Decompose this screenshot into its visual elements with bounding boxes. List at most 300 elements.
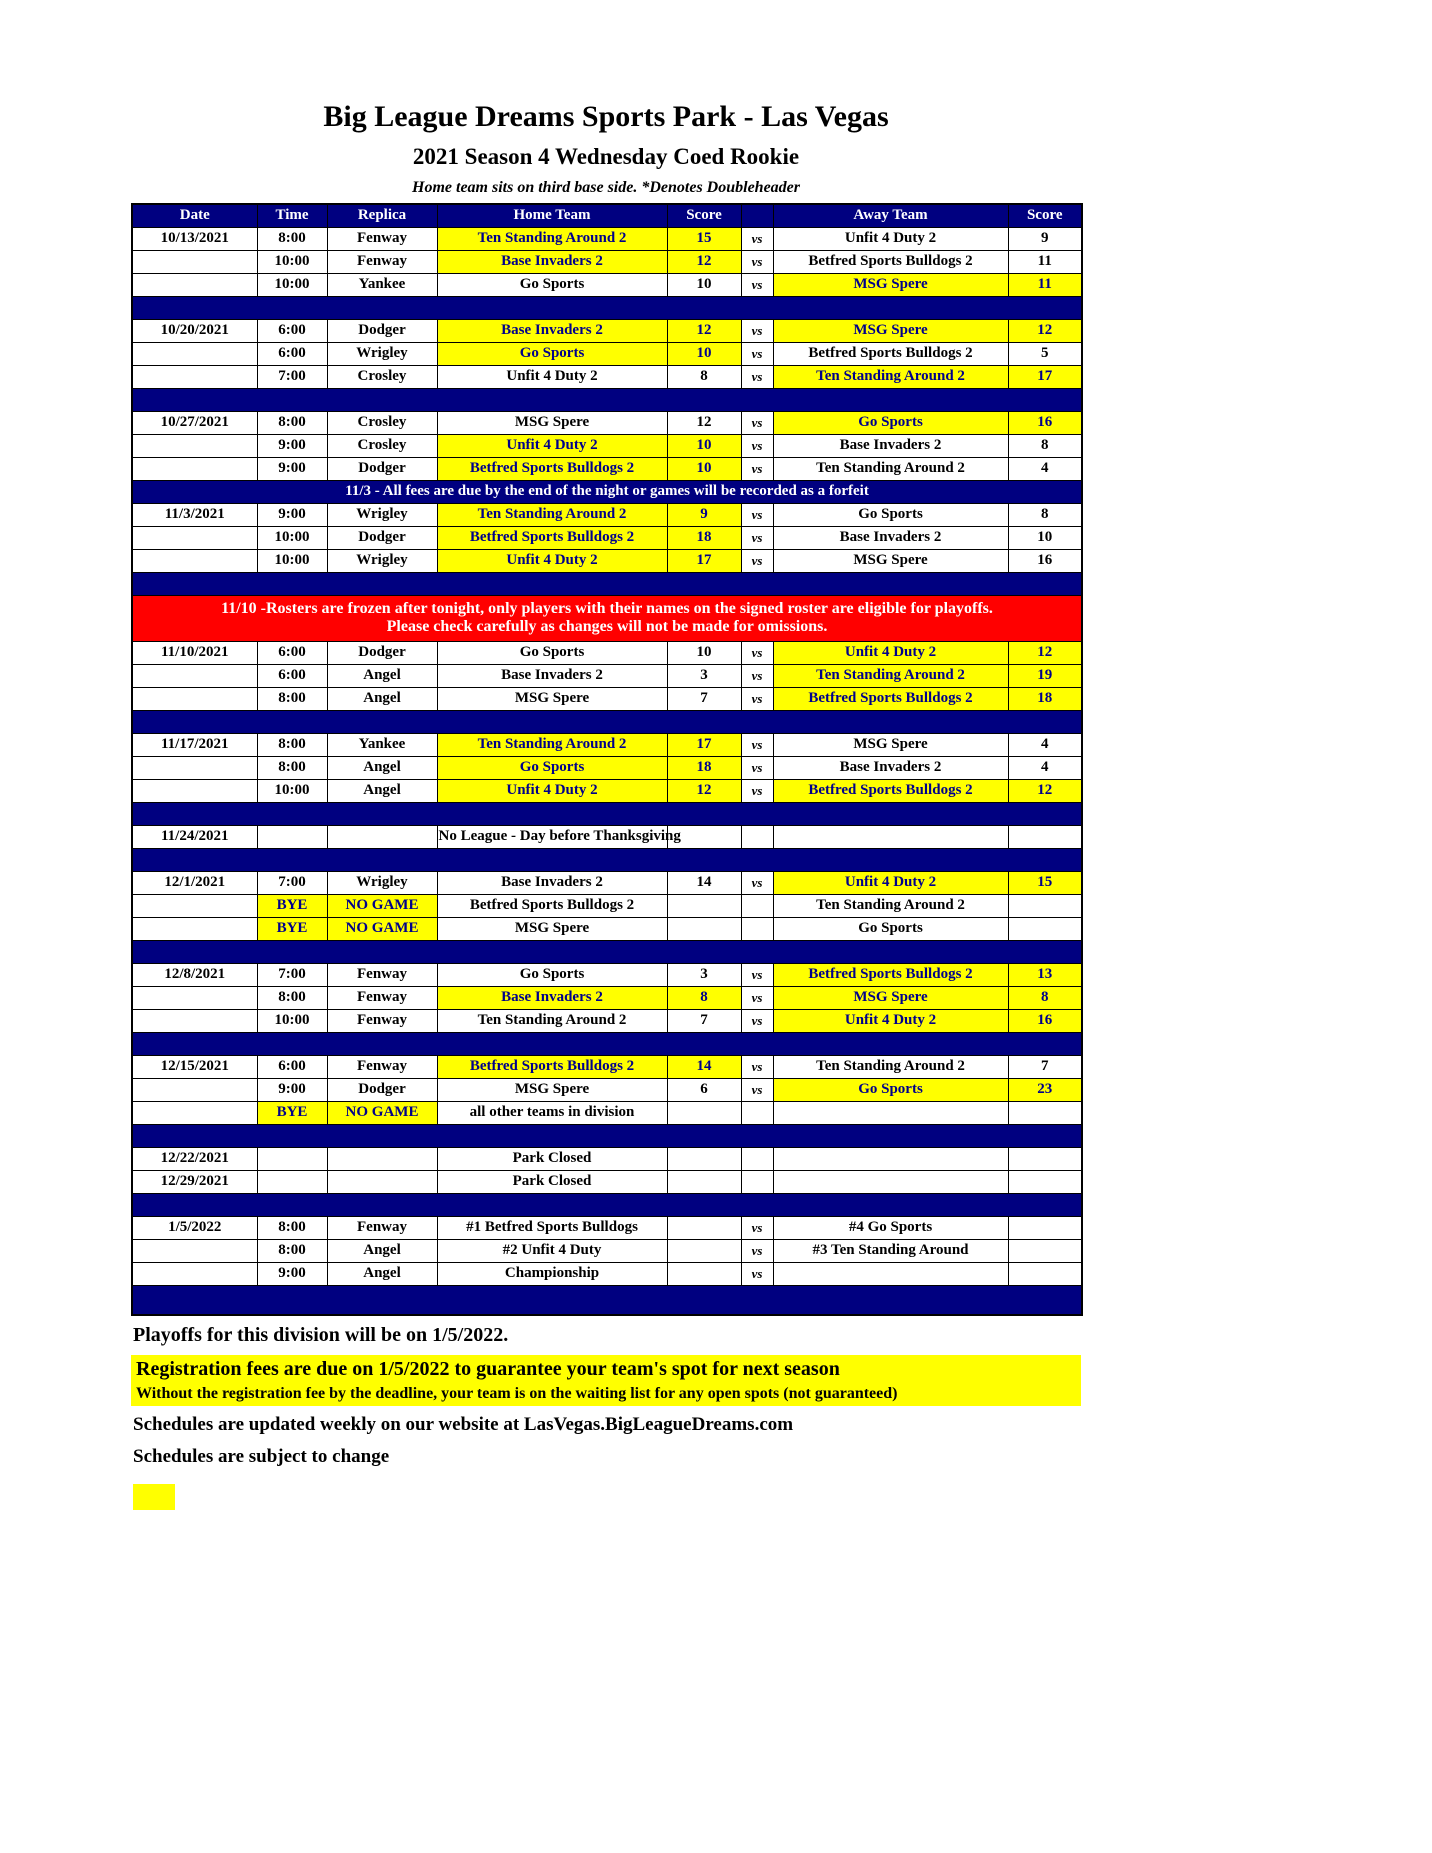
replica-cell: Fenway <box>327 986 437 1009</box>
vs-cell <box>741 1101 773 1124</box>
game-row <box>132 664 1082 687</box>
game-row <box>132 457 1082 480</box>
home-score-cell: 12 <box>667 319 741 342</box>
content-area <box>131 0 1081 1510</box>
date-cell: 10/13/2021 <box>132 227 257 250</box>
date-cell <box>132 1239 257 1262</box>
home-team-cell: Base Invaders 2 <box>437 319 667 342</box>
separator-row <box>132 1124 1082 1147</box>
time-cell: BYE <box>257 917 327 940</box>
home-score-cell: 10 <box>667 273 741 296</box>
away-score-cell: 12 <box>1008 319 1082 342</box>
time-cell: 9:00 <box>257 1078 327 1101</box>
time-cell: 8:00 <box>257 687 327 710</box>
replica-cell: Wrigley <box>327 871 437 894</box>
separator-cell <box>132 388 1082 411</box>
replica-cell: Dodger <box>327 641 437 664</box>
home-score-cell: 17 <box>667 549 741 572</box>
home-score-cell: 18 <box>667 756 741 779</box>
vs-cell: vs <box>741 641 773 664</box>
separator-cell <box>132 296 1082 319</box>
home-team-cell: Betfred Sports Bulldogs 2 <box>437 1055 667 1078</box>
home-score-cell <box>667 1170 741 1193</box>
time-cell: 8:00 <box>257 1216 327 1239</box>
away-score-cell <box>1008 1239 1082 1262</box>
separator-row <box>132 802 1082 825</box>
date-cell <box>132 986 257 1009</box>
home-team-cell: Base Invaders 2 <box>437 871 667 894</box>
replica-cell: Crosley <box>327 365 437 388</box>
game-row <box>132 1055 1082 1078</box>
away-team-cell: Ten Standing Around 2 <box>773 457 1008 480</box>
vs-cell: vs <box>741 549 773 572</box>
home-score-cell: 10 <box>667 457 741 480</box>
schedule-body <box>132 227 1082 1315</box>
home-team-cell: Unfit 4 Duty 2 <box>437 779 667 802</box>
game-row <box>132 411 1082 434</box>
vs-cell: vs <box>741 963 773 986</box>
schedule-table <box>131 203 1083 1316</box>
bye-row <box>132 917 1082 940</box>
away-team-cell: Ten Standing Around 2 <box>773 894 1008 917</box>
game-row <box>132 963 1082 986</box>
replica-cell: Angel <box>327 664 437 687</box>
date-cell <box>132 664 257 687</box>
away-team-cell: #4 Go Sports <box>773 1216 1008 1239</box>
message-cell: No League - Day before Thanksgiving <box>437 825 667 848</box>
home-team-cell: Ten Standing Around 2 <box>437 227 667 250</box>
game-row <box>132 986 1082 1009</box>
home-score-cell: 3 <box>667 664 741 687</box>
game-row <box>132 1239 1082 1262</box>
home-team-cell: Base Invaders 2 <box>437 664 667 687</box>
registration-line2: Without the registration fee by the deadline, your team is on the waiting list for any open spots (not guaranteed) <box>136 1385 898 1402</box>
registration-notice <box>131 1355 1081 1406</box>
away-team-cell: Ten Standing Around 2 <box>773 1055 1008 1078</box>
away-team-cell: MSG Spere <box>773 273 1008 296</box>
away-score-cell <box>1008 1216 1082 1239</box>
home-team-cell: Betfred Sports Bulldogs 2 <box>437 894 667 917</box>
date-cell <box>132 894 257 917</box>
time-cell: 10:00 <box>257 1009 327 1032</box>
header-cell-home-team: Home Team <box>437 204 667 227</box>
time-cell: 6:00 <box>257 1055 327 1078</box>
red-notice-line1: 11/10 -Rosters are frozen after tonight, only players with their names on the signed roster are eligible for playoffs. <box>221 600 993 617</box>
time-cell: 6:00 <box>257 319 327 342</box>
home-score-cell <box>667 1101 741 1124</box>
home-score-cell <box>667 1262 741 1285</box>
replica-cell: Angel <box>327 779 437 802</box>
home-score-cell <box>667 894 741 917</box>
game-row <box>132 1078 1082 1101</box>
replica-cell: Crosley <box>327 434 437 457</box>
message-cell: Park Closed <box>437 1147 667 1170</box>
away-team-cell: Betfred Sports Bulldogs 2 <box>773 687 1008 710</box>
red-notice-row <box>132 595 1082 641</box>
time-cell: 10:00 <box>257 250 327 273</box>
date-cell <box>132 434 257 457</box>
separator-cell <box>132 802 1082 825</box>
away-team-cell <box>773 1101 1008 1124</box>
header-cell-score: Score <box>667 204 741 227</box>
page-subtitle: 2021 Season 4 Wednesday Coed Rookie <box>412 144 800 169</box>
yellow-swatch <box>133 1484 175 1510</box>
replica-cell: Fenway <box>327 1216 437 1239</box>
vs-cell: vs <box>741 1078 773 1101</box>
home-score-cell <box>667 1216 741 1239</box>
date-cell <box>132 1009 257 1032</box>
vs-cell: vs <box>741 457 773 480</box>
date-cell <box>132 917 257 940</box>
separator-row <box>132 848 1082 871</box>
away-team-cell: MSG Spere <box>773 733 1008 756</box>
game-row <box>132 733 1082 756</box>
replica-cell <box>327 1170 437 1193</box>
replica-cell: Fenway <box>327 250 437 273</box>
away-team-cell: MSG Spere <box>773 319 1008 342</box>
away-team-cell: Betfred Sports Bulldogs 2 <box>773 963 1008 986</box>
home-score-cell: 17 <box>667 733 741 756</box>
replica-cell: Yankee <box>327 733 437 756</box>
vs-cell: vs <box>741 687 773 710</box>
separator-cell <box>132 1193 1082 1216</box>
home-score-cell: 7 <box>667 687 741 710</box>
header-cell-replica: Replica <box>327 204 437 227</box>
home-score-cell: 10 <box>667 342 741 365</box>
away-team-cell: Betfred Sports Bulldogs 2 <box>773 779 1008 802</box>
home-team-cell: Betfred Sports Bulldogs 2 <box>437 526 667 549</box>
time-cell: 8:00 <box>257 733 327 756</box>
vs-cell: vs <box>741 871 773 894</box>
home-score-cell: 12 <box>667 250 741 273</box>
registration-line1: Registration fees are due on 1/5/2022 to guarantee your team's spot for next season <box>136 1358 840 1380</box>
replica-cell: Wrigley <box>327 549 437 572</box>
home-team-cell: Ten Standing Around 2 <box>437 503 667 526</box>
message-row <box>132 825 1082 848</box>
header-cell-score: Score <box>1008 204 1082 227</box>
replica-cell: Dodger <box>327 1078 437 1101</box>
away-score-cell <box>1008 1262 1082 1285</box>
away-score-cell <box>1008 1170 1082 1193</box>
header-cell-time: Time <box>257 204 327 227</box>
bye-row <box>132 1101 1082 1124</box>
vs-cell: vs <box>741 319 773 342</box>
time-cell <box>257 1170 327 1193</box>
header-cell-vs <box>741 204 773 227</box>
away-team-cell: Betfred Sports Bulldogs 2 <box>773 342 1008 365</box>
separator-row <box>132 572 1082 595</box>
replica-cell: Angel <box>327 756 437 779</box>
vs-cell: vs <box>741 434 773 457</box>
away-team-cell: Go Sports <box>773 917 1008 940</box>
home-score-cell: 15 <box>667 227 741 250</box>
date-cell: 11/10/2021 <box>132 641 257 664</box>
away-team-cell: Base Invaders 2 <box>773 756 1008 779</box>
time-cell: 9:00 <box>257 503 327 526</box>
date-cell: 12/29/2021 <box>132 1170 257 1193</box>
time-cell: 10:00 <box>257 779 327 802</box>
vs-cell <box>741 1147 773 1170</box>
away-score-cell: 4 <box>1008 756 1082 779</box>
header-row <box>132 204 1082 227</box>
home-team-cell: Unfit 4 Duty 2 <box>437 434 667 457</box>
home-team-cell: Ten Standing Around 2 <box>437 1009 667 1032</box>
home-score-cell: 9 <box>667 503 741 526</box>
date-cell: 10/27/2021 <box>132 411 257 434</box>
separator-cell <box>132 940 1082 963</box>
time-cell <box>257 825 327 848</box>
replica-cell: Dodger <box>327 457 437 480</box>
game-row <box>132 227 1082 250</box>
home-score-cell: 12 <box>667 779 741 802</box>
vs-cell: vs <box>741 756 773 779</box>
replica-cell: Fenway <box>327 963 437 986</box>
time-cell: 7:00 <box>257 963 327 986</box>
away-score-cell: 16 <box>1008 411 1082 434</box>
separator-cell <box>132 572 1082 595</box>
home-score-cell: 6 <box>667 1078 741 1101</box>
separator-cell <box>132 710 1082 733</box>
date-cell <box>132 1262 257 1285</box>
away-score-cell: 18 <box>1008 687 1082 710</box>
away-score-cell <box>1008 825 1082 848</box>
replica-cell: NO GAME <box>327 917 437 940</box>
separator-row <box>132 1193 1082 1216</box>
header-cell-date: Date <box>132 204 257 227</box>
replica-cell: Wrigley <box>327 342 437 365</box>
away-team-cell: Base Invaders 2 <box>773 526 1008 549</box>
time-cell: 10:00 <box>257 549 327 572</box>
home-team-cell: MSG Spere <box>437 1078 667 1101</box>
home-team-cell: Betfred Sports Bulldogs 2 <box>437 457 667 480</box>
separator-row <box>132 1032 1082 1055</box>
date-cell: 12/1/2021 <box>132 871 257 894</box>
vs-cell: vs <box>741 1239 773 1262</box>
message-row <box>132 1147 1082 1170</box>
away-score-cell: 5 <box>1008 342 1082 365</box>
away-score-cell: 4 <box>1008 733 1082 756</box>
time-cell: 9:00 <box>257 434 327 457</box>
home-score-cell <box>667 917 741 940</box>
bye-row <box>132 894 1082 917</box>
away-team-cell: Betfred Sports Bulldogs 2 <box>773 250 1008 273</box>
away-score-cell: 10 <box>1008 526 1082 549</box>
date-cell: 11/3/2021 <box>132 503 257 526</box>
separator-cell <box>132 848 1082 871</box>
date-cell <box>132 250 257 273</box>
away-score-cell: 8 <box>1008 434 1082 457</box>
replica-cell <box>327 825 437 848</box>
home-team-cell: all other teams in division <box>437 1101 667 1124</box>
home-score-cell: 8 <box>667 365 741 388</box>
separator-cell <box>132 1032 1082 1055</box>
game-row <box>132 250 1082 273</box>
message-cell: Park Closed <box>437 1170 667 1193</box>
message-row <box>132 1170 1082 1193</box>
home-team-cell: Base Invaders 2 <box>437 986 667 1009</box>
away-score-cell: 8 <box>1008 986 1082 1009</box>
away-team-cell: Unfit 4 Duty 2 <box>773 871 1008 894</box>
date-cell <box>132 1101 257 1124</box>
time-cell: BYE <box>257 1101 327 1124</box>
game-row <box>132 526 1082 549</box>
vs-cell: vs <box>741 1055 773 1078</box>
time-cell <box>257 1147 327 1170</box>
date-cell <box>132 1078 257 1101</box>
separator-row <box>132 710 1082 733</box>
away-team-cell: Unfit 4 Duty 2 <box>773 1009 1008 1032</box>
home-team-cell: Go Sports <box>437 756 667 779</box>
time-cell: 10:00 <box>257 273 327 296</box>
vs-cell <box>741 894 773 917</box>
replica-cell: Dodger <box>327 526 437 549</box>
game-row <box>132 1262 1082 1285</box>
home-score-cell: 18 <box>667 526 741 549</box>
vs-cell <box>741 917 773 940</box>
away-score-cell: 12 <box>1008 641 1082 664</box>
replica-cell: Angel <box>327 687 437 710</box>
vs-cell: vs <box>741 779 773 802</box>
home-score-cell <box>667 1147 741 1170</box>
time-cell: 9:00 <box>257 1262 327 1285</box>
away-score-cell: 19 <box>1008 664 1082 687</box>
separator-row <box>132 388 1082 411</box>
date-cell <box>132 756 257 779</box>
time-cell: 8:00 <box>257 411 327 434</box>
date-cell <box>132 549 257 572</box>
home-team-cell: #2 Unfit 4 Duty <box>437 1239 667 1262</box>
game-row <box>132 779 1082 802</box>
home-score-cell: 14 <box>667 871 741 894</box>
game-row <box>132 319 1082 342</box>
away-team-cell: Go Sports <box>773 1078 1008 1101</box>
away-team-cell: Go Sports <box>773 411 1008 434</box>
away-score-cell: 11 <box>1008 250 1082 273</box>
away-score-cell: 13 <box>1008 963 1082 986</box>
away-score-cell <box>1008 917 1082 940</box>
date-cell <box>132 273 257 296</box>
replica-cell: Fenway <box>327 227 437 250</box>
date-cell <box>132 526 257 549</box>
away-team-cell <box>773 1170 1008 1193</box>
date-cell: 10/20/2021 <box>132 319 257 342</box>
replica-cell <box>327 1147 437 1170</box>
vs-cell: vs <box>741 526 773 549</box>
vs-cell: vs <box>741 365 773 388</box>
vs-cell: vs <box>741 1009 773 1032</box>
time-cell: 8:00 <box>257 756 327 779</box>
vs-cell: vs <box>741 1216 773 1239</box>
home-team-cell: Unfit 4 Duty 2 <box>437 365 667 388</box>
game-row <box>132 342 1082 365</box>
game-row <box>132 687 1082 710</box>
home-team-cell: MSG Spere <box>437 687 667 710</box>
away-team-cell: Ten Standing Around 2 <box>773 365 1008 388</box>
away-score-cell: 16 <box>1008 549 1082 572</box>
vs-cell <box>741 1170 773 1193</box>
home-team-cell: Ten Standing Around 2 <box>437 733 667 756</box>
vs-cell: vs <box>741 227 773 250</box>
away-score-cell: 8 <box>1008 503 1082 526</box>
replica-cell: Dodger <box>327 319 437 342</box>
away-team-cell <box>773 1147 1008 1170</box>
replica-cell: NO GAME <box>327 894 437 917</box>
time-cell: 7:00 <box>257 365 327 388</box>
separator-cell <box>132 1124 1082 1147</box>
vs-cell: vs <box>741 503 773 526</box>
date-cell <box>132 457 257 480</box>
date-cell <box>132 365 257 388</box>
red-notice-line2: Please check carefully as changes will not be made for omissions. <box>386 618 828 635</box>
replica-cell: Yankee <box>327 273 437 296</box>
time-cell: 7:00 <box>257 871 327 894</box>
away-team-cell: #3 Ten Standing Around <box>773 1239 1008 1262</box>
replica-cell: Wrigley <box>327 503 437 526</box>
home-team-cell: MSG Spere <box>437 917 667 940</box>
home-score-cell <box>667 1239 741 1262</box>
game-row <box>132 756 1082 779</box>
away-team-cell: MSG Spere <box>773 549 1008 572</box>
website-note: Schedules are updated weekly on our website at LasVegas.BigLeagueDreams.com <box>133 1414 794 1435</box>
notice-row <box>132 480 1082 503</box>
time-cell: 8:00 <box>257 986 327 1009</box>
time-cell: 8:00 <box>257 1239 327 1262</box>
away-score-cell <box>1008 894 1082 917</box>
away-team-cell <box>773 1262 1008 1285</box>
away-score-cell: 23 <box>1008 1078 1082 1101</box>
header-cell-away-team: Away Team <box>773 204 1008 227</box>
separator-row <box>132 296 1082 319</box>
date-cell: 1/5/2022 <box>132 1216 257 1239</box>
home-team-note: Home team sits on third base side. *Denotes Doubleheader <box>412 179 800 196</box>
time-cell: 6:00 <box>257 641 327 664</box>
vs-cell: vs <box>741 986 773 1009</box>
away-score-cell: 9 <box>1008 227 1082 250</box>
game-row <box>132 273 1082 296</box>
game-row <box>132 871 1082 894</box>
date-cell <box>132 687 257 710</box>
away-score-cell: 4 <box>1008 457 1082 480</box>
date-cell <box>132 779 257 802</box>
game-row <box>132 1009 1082 1032</box>
away-team-cell <box>773 825 1008 848</box>
time-cell: BYE <box>257 894 327 917</box>
game-row <box>132 549 1082 572</box>
away-team-cell: Unfit 4 Duty 2 <box>773 641 1008 664</box>
away-team-cell: MSG Spere <box>773 986 1008 1009</box>
replica-cell: Fenway <box>327 1009 437 1032</box>
vs-cell: vs <box>741 273 773 296</box>
footer <box>131 1324 1081 1510</box>
home-team-cell: MSG Spere <box>437 411 667 434</box>
time-cell: 9:00 <box>257 457 327 480</box>
date-cell: 12/8/2021 <box>132 963 257 986</box>
game-row <box>132 365 1082 388</box>
vs-cell: vs <box>741 411 773 434</box>
home-team-cell: Base Invaders 2 <box>437 250 667 273</box>
game-row <box>132 503 1082 526</box>
away-score-cell: 7 <box>1008 1055 1082 1078</box>
red-notice-cell <box>132 595 1082 641</box>
home-score-cell: 10 <box>667 434 741 457</box>
vs-cell: vs <box>741 733 773 756</box>
vs-cell: vs <box>741 1262 773 1285</box>
home-score-cell: 14 <box>667 1055 741 1078</box>
notice-cell: 11/3 - All fees are due by the end of the night or games will be recorded as a forfeit <box>132 480 1082 503</box>
vs-cell <box>741 825 773 848</box>
away-score-cell: 15 <box>1008 871 1082 894</box>
away-score-cell: 12 <box>1008 779 1082 802</box>
